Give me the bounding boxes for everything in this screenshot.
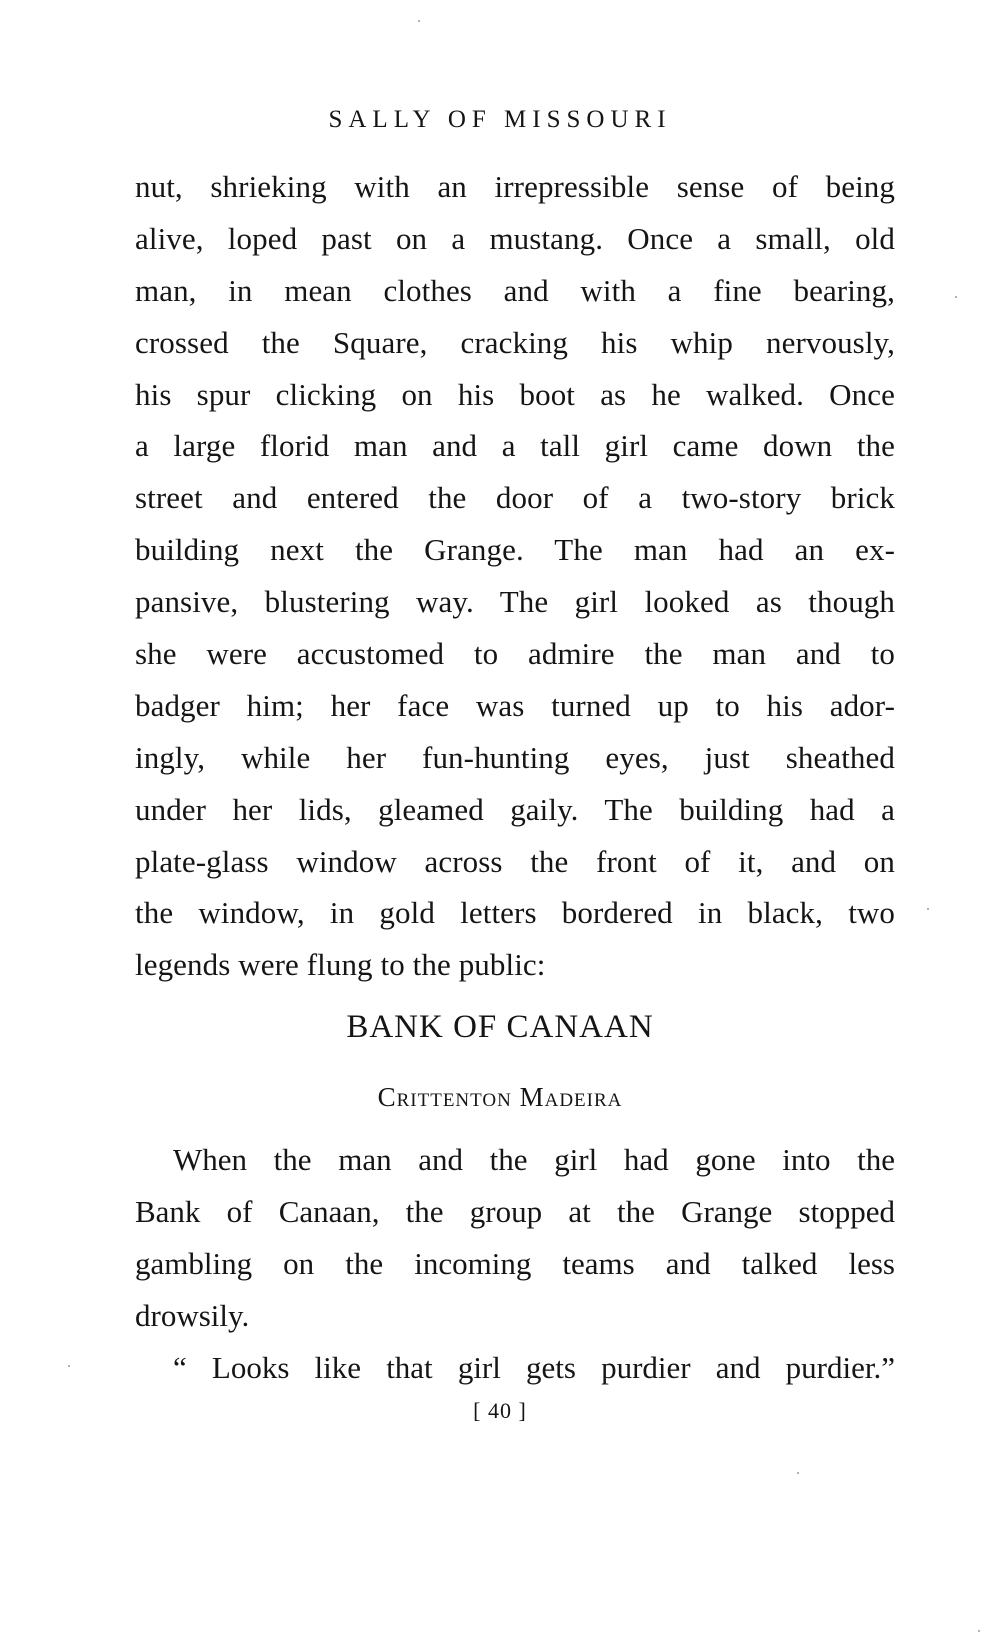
window-legend-proprietor: Crittenton Madeira [377,1082,623,1112]
text-line: ingly, while her fun-hunting eyes, just sheathed [135,739,895,775]
text-line: When the man and the girl had gone into the [173,1142,895,1177]
paper-speck [955,296,957,298]
text-line: gambling on the incoming teams and talked less [135,1245,895,1281]
window-legend-bank-name: BANK OF CANAAN [346,1009,654,1045]
paper-speck [418,20,420,22]
text-line: legends were flung to the public: [135,947,546,983]
text-line: plate-glass window across the front of it, and on [135,843,895,879]
text-line: street and entered the door of a two-story brick [135,480,895,516]
text-line: his spur clicking on his boot as he walked. Once [135,376,895,412]
text-line: man, in mean clothes and with a fine bearing, [135,272,895,308]
text-line: alive, loped past on a mustang. Once a small, old [135,220,895,256]
text-line: nut, shrieking with an irrepressible sense of being [135,169,895,204]
paper-speck [68,1365,70,1367]
page-number: [ 40 ] [473,1398,527,1423]
text-line: the window, in gold letters bordered in black, two [135,895,895,931]
text-line: crossed the Square, cracking his whip nervously, [135,324,895,360]
paragraph-1 [135,161,895,991]
text-line: building next the Grange. The man had an ex- [135,532,895,568]
text-line: drowsily. [135,1297,250,1333]
paragraph-2 [135,1134,895,1393]
paper-speck [927,908,929,910]
dialogue-line: “ Looks like that girl gets purdier and purdier.” [173,1349,895,1385]
running-head: SALLY OF MISSOURI [328,106,672,133]
paper-speck [978,1630,980,1632]
text-line: pansive, blustering way. The girl looked as though [135,584,895,620]
text-line: badger him; her face was turned up to his ador- [135,687,895,723]
paper-speck [797,1472,799,1474]
text-line: a large florid man and a tall girl came down the [135,428,895,464]
text-line: Bank of Canaan, the group at the Grange stopped [135,1193,895,1229]
text-line: under her lids, gleamed gaily. The building had a [135,791,895,827]
text-line: she were accustomed to admire the man and to [135,636,895,672]
